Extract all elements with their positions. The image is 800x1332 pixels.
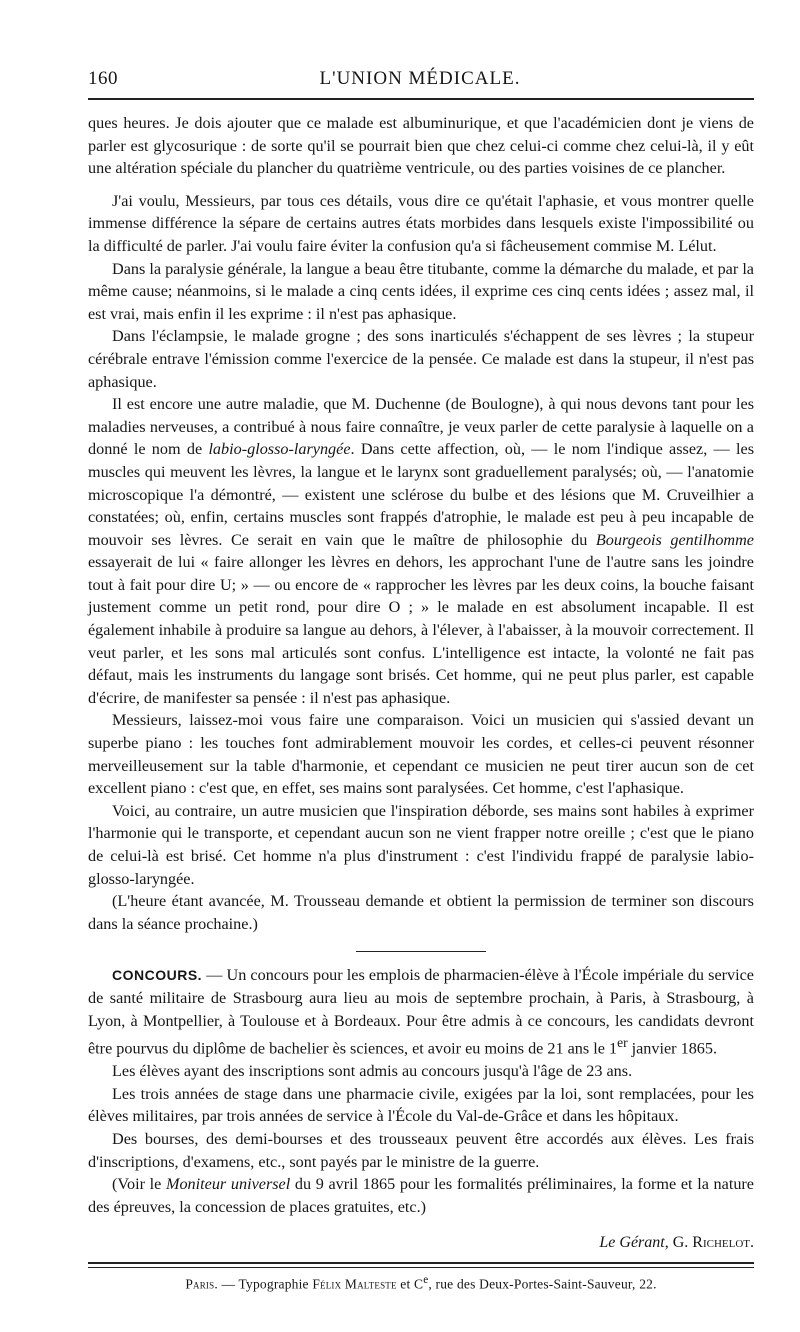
imprint-printer: Félix Malteste [312,1276,397,1292]
imprint-city: Paris. [185,1276,218,1292]
text-run: et C [396,1276,424,1292]
italic-term: labio-glosso-laryngée [208,440,351,459]
text-run: . Dans cette affection, où, — le nom l'indique assez, — les muscles qui meuvent les lèvres, la langue et le larynx sont graduellement paralysés; où, — l'anatomie microscopique l'a démontré, — existent une sclérose du bulbe et des lésions que M. Cruveilhier a constatées; où, enfin, certains muscles sont frappés d'atrophie, le malade est peu à peu incapable de mouvoir ses lèvres. Ce serait en vain que le maître de philosophie du [88,440,754,549]
signature-name: G. Richelot. [672,1234,754,1251]
signature: Le Gérant, G. Richelot. [599,1234,754,1251]
article-paragraph-3: Dans la paralysie générale, la langue a beau être titubante, comme la démarche du malade, et par la même cause; néanmoins, si le malade a cinq cents idées, il exprime ces cinq cents idées ; assez mal, il est vrai, mais enfin il les exprime : il n'est pas aphasique. [88,259,754,323]
page-header [88,64,752,92]
text-run: janvier 1865. [627,1039,718,1058]
concours-paragraph-5 [88,1173,754,1218]
concours-paragraph-4: Des bourses, des demi-bourses et des trousseaux peuvent être accordés aux élèves. Les frais d'inscriptions, d'examens, etc., sont payés par le ministre de la guerre. [88,1129,754,1171]
footer-rule [88,1262,754,1264]
article-paragraph-4: Dans l'éclampsie, le malade grogne ; des sons inarticulés s'échappent de ses lèvres ; la stupeur cérébrale entrave l'émission comme l'exercice de la pensée. Ce malade est dans la stupeur, il n'est pas aphasique. [88,327,754,391]
printer-imprint [88,1274,754,1293]
text-run: Il est encore une autre maladie, que M. Duchenne (de Boulogne), à qui nous devons tant pour les maladies nerveuses, a contribué à nous faire connaître, je veux parler de cette paralysie à laquelle on a donné le nom de [88,395,754,459]
superscript: e [423,1274,429,1286]
text-run: , rue des Deux-Portes-Saint-Sauveur, 22. [428,1276,657,1292]
text-run: essayerait de lui « faire allonger les lèvres en dehors, les approchant l'une de l'autre sans les joindre tout à fait pour dire U; » — ou encore de « rapprocher les lèvres par les deux coins, la bouche faisant justement comme un petit rond, pour dire O ; » le malade en est absolument incapable. Il est également inhabile à produire sa langue au dehors, à l'élever, à l'abaisser, à la mouvoir correctement. Il veut parler, et les sons mal articulés sont confus. L'intelligence est intacte, la volonté ne fait pas défaut, mais les instruments du langage sont brisés. Cet homme, qui ne peut plus parler, est capable d'écrire, de manifester sa pensée : il n'est pas aphasique. [88,553,754,707]
page-number: 160 [88,68,118,89]
concours-paragraph-2: Les élèves ayant des inscriptions sont admis au concours jusqu'à l'âge de 23 ans. [112,1062,633,1081]
text-run: du 9 avril 1865 pour les formalités préliminaires, la forme et la nature des épreuves, la concession de places gratuites, etc.) [88,1175,754,1216]
article-paragraph-2: J'ai voulu, Messieurs, par tous ces détails, vous dire ce qu'était l'aphasie, et vous montrer quelle immense différence la sépare de certains autres états morbides dans lesquels existe l'impossibilité ou la difficulté de parler. J'ai voulu faire éviter la confusion qu'a si fâcheusement commise M. Lélut. [88,191,754,255]
section-divider [356,951,486,952]
italic-title: Bourgeois gentilhomme [595,530,754,549]
superscript: er [617,1035,628,1051]
article-paragraph-6: Messieurs, laissez-moi vous faire une comparaison. Voici un musicien qui s'assied devant un superbe piano : les touches font admirablement mouvoir les cordes, et celles-ci peuvent résonner merveilleusement sur la table d'harmonie, et cependant ce musicien ne peut tirer aucun son de cet excellent piano : c'est que, en effet, ses mains sont paralysées. Cet homme, c'est l'aphasique. [88,711,754,798]
signature-role: Le Gérant [599,1234,665,1251]
page-body [88,112,754,1218]
concours-heading: CONCOURS. [112,967,203,984]
article-paragraph-7: Voici, au contraire, un autre musicien que l'inspiration déborde, ses mains sont habiles à exprimer l'harmonie qui le transporte, et cependant aucun son ne vient frapper notre oreille ; c'est que le piano de celui-là est brisé. Cet homme n'a plus d'instrument : c'est l'individu frappé de paralysie labio-glosso-laryngée. [88,801,754,888]
text-run: — Typographie [217,1276,313,1292]
article-paragraph-5 [88,393,754,709]
article-paragraph-8: (L'heure étant avancée, M. Trousseau demande et obtient la permission de terminer son discours dans la séance prochaine.) [88,892,754,933]
article-paragraph-1: ques heures. Je dois ajouter que ce malade est albuminurique, et que l'académicien dont je viens de parler est glycosurique : de sorte qu'il se pourrait bien que chez celui-ci comme chez celui-là, il y eût une altération spéciale du plancher du quatrième ventricule, ou des parties voisines de ce plancher. [88,114,754,178]
italic-title: Moniteur universel [165,1175,291,1194]
concours-paragraph-3: Les trois années de stage dans une pharmacie civile, exigées par la loi, sont remplacées, pour les élèves militaires, par trois années de service à l'École du Val-de-Grâce et dans les hôpitaux. [88,1084,754,1126]
text-run: — Un concours pour les emplois de pharmacien-élève à l'École impériale du service de santé militaire de Strasbourg aura lieu au mois de septembre prochain, à Paris, à Strasbourg, à Lyon, à Montpellier, à Toulouse et à Bordeaux. Pour être admis à ce concours, les candidats devront être pourvus du diplôme de bachelier ès sciences, et avoir eu moins de 21 ans le 1 [88,966,754,1058]
text-run: (Voir le [112,1175,166,1194]
footer-rule-thin [88,1267,754,1268]
concours-paragraph-1 [88,964,754,1060]
header-rule [88,98,754,100]
running-title: L'UNION MÉDICALE. [319,68,521,89]
